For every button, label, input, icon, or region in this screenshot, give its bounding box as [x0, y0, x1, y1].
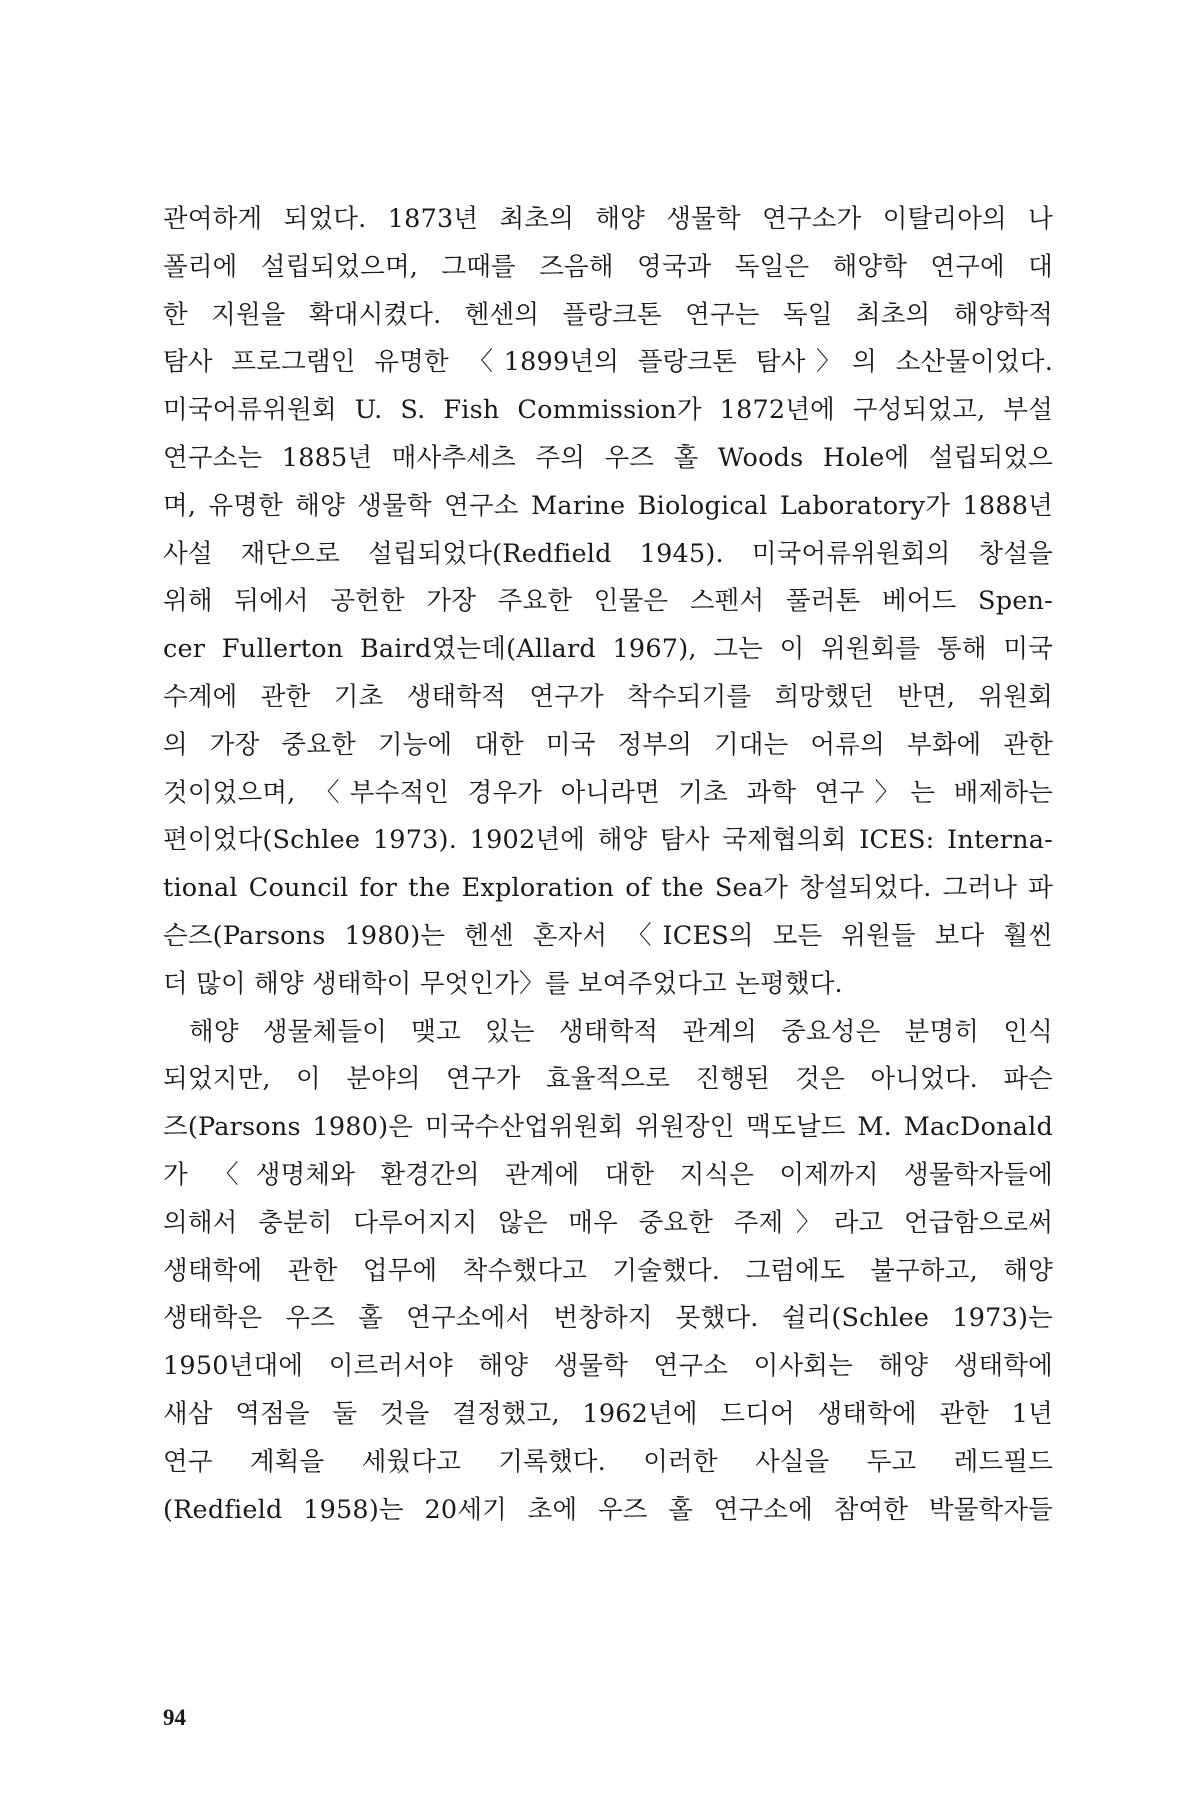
text-line: cer Fullerton Baird였는데(Allard 1967), 그는 이 위원회를 통해 미국 — [163, 634, 1053, 665]
text-line: 폴리에 설립되었으며, 그때를 즈음해 영국과 독일은 해양학 연구에 대 — [163, 251, 1053, 282]
text-line: 수계에 관한 기초 생태학적 연구가 착수되기를 희망했던 반면, 위원회 — [163, 681, 1053, 712]
text-line: 미국어류위원회 U. S. Fish Commission가 1872년에 구성되었고, 부설 — [163, 395, 1053, 426]
text-line: tional Council for the Exploration of the Sea가 창설되었다. 그러나 파 — [163, 873, 1053, 904]
text-line: 되었지만, 이 분야의 연구가 효율적으로 진행된 것은 아니었다. 파슨 — [163, 1064, 1053, 1095]
text-line: 사설 재단으로 설립되었다(Redfield 1945). 미국어류위원회의 창설을 — [163, 538, 1053, 569]
text-line: 것이었으며, 〈부수적인 경우가 아니라면 기초 과학 연구〉는 배제하는 — [163, 777, 1053, 808]
paragraph-end-line: 더 많이 해양 생태학이 무엇인가〉를 보여주었다고 논평했다. — [163, 968, 843, 999]
text-line: 새삼 역점을 둘 것을 결정했고, 1962년에 드디어 생태학에 관한 1년 — [163, 1398, 1053, 1429]
body-text — [163, 196, 1053, 1534]
text-line: 즈(Parsons 1980)은 미국수산업위원회 위원장인 맥도날드 M. MacDonald — [163, 1112, 1053, 1143]
text-line: 위해 뒤에서 공헌한 가장 주요한 인물은 스펜서 풀러톤 베어드 Spen- — [163, 586, 1053, 617]
text-line: (Redfield 1958)는 20세기 초에 우즈 홀 연구소에 참여한 박물학자들 — [163, 1494, 1053, 1525]
text-line: 연구소는 1885년 매사추세츠 주의 우즈 홀 Woods Hole에 설립되었으 — [163, 442, 1053, 473]
text-line: 며, 유명한 해양 생물학 연구소 Marine Biological Laboratory가 1888년 — [163, 490, 1053, 521]
paragraph-start-line: 해양 생물체들이 맺고 있는 생태학적 관계의 중요성은 분명히 인식 — [189, 1016, 1053, 1047]
text-line: 생태학에 관한 업무에 착수했다고 기술했다. 그럼에도 불구하고, 해양 — [163, 1255, 1053, 1286]
page-number: 94 — [163, 1705, 186, 1730]
text-line: 가 〈생명체와 환경간의 관계에 대한 지식은 이제까지 생물학자들에 — [163, 1159, 1053, 1190]
text-line: 의해서 충분히 다루어지지 않은 매우 중요한 주제〉라고 언급함으로써 — [163, 1207, 1053, 1238]
text-line: 슨즈(Parsons 1980)는 헨센 혼자서 〈ICES의 모든 위원들 보다 훨씬 — [163, 920, 1053, 951]
text-line: 관여하게 되었다. 1873년 최초의 해양 생물학 연구소가 이탈리아의 나 — [163, 204, 1053, 234]
text-line: 편이었다(Schlee 1973). 1902년에 해양 탐사 국제협의회 ICES: Interna- — [163, 825, 1053, 856]
text-line: 탐사 프로그램인 유명한 〈1899년의 플랑크톤 탐사〉의 소산물이었다. — [163, 347, 1053, 378]
text-line: 1950년대에 이르러서야 해양 생물학 연구소 이사회는 해양 생태학에 — [163, 1351, 1053, 1382]
text-line: 연구 계획을 세웠다고 기록했다. 이러한 사실을 두고 레드필드 — [163, 1446, 1053, 1477]
text-line: 생태학은 우즈 홀 연구소에서 번창하지 못했다. 쉴리(Schlee 1973)는 — [163, 1303, 1053, 1334]
text-line: 한 지원을 확대시켰다. 헨센의 플랑크톤 연구는 독일 최초의 해양학적 — [163, 299, 1053, 330]
text-line: 의 가장 중요한 기능에 대한 미국 정부의 기대는 어류의 부화에 관한 — [163, 729, 1053, 760]
